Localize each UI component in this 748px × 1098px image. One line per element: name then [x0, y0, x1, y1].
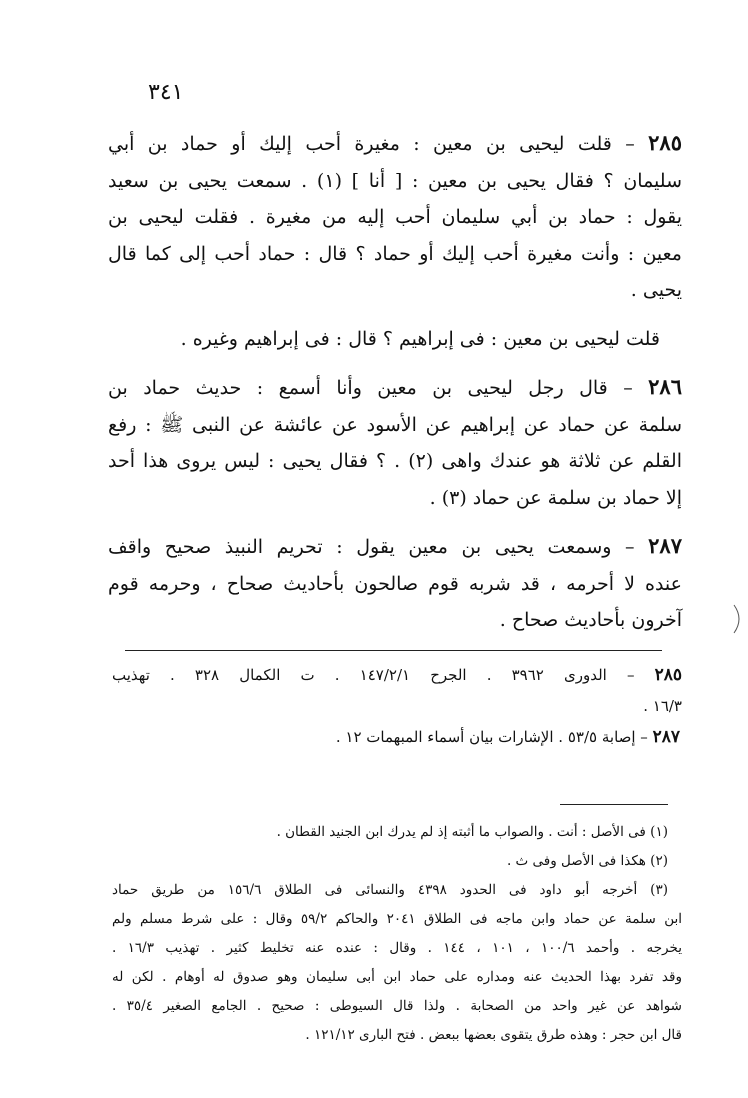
reference-line: ١٦/٣ . — [643, 697, 682, 715]
footnote-line: يخرجه . وأحمد ١٠٠/٦ ، ١٠١ ، ١٤٤ . وقال : عنده عنه تخليط كثير . تهذيب ١٦/٣ . — [112, 940, 682, 956]
main-text — [108, 125, 682, 639]
entry-287 — [108, 528, 682, 639]
footnote-line: قال ابن حجر : وهذه طرق يتقوى بعضها ببعض . فتح البارى ١٢١/١٢ . — [305, 1027, 682, 1043]
reference-number: ٢٨٥ — [654, 665, 682, 685]
text-line: سلمة عن حماد عن إبراهيم عن الأسود عن عائشة عن النبى ﷺ : رفع — [108, 413, 682, 436]
references-divider — [125, 650, 662, 651]
text-line: آخرون بأحاديث صحاح . — [499, 609, 682, 631]
page-number: ٣٤١ — [148, 80, 184, 105]
text-line: يحيى . — [630, 279, 682, 301]
entry-286 — [108, 369, 682, 516]
entry-number: ٢٨٥ — [648, 130, 682, 155]
entry-number: ٢٨٦ — [648, 374, 682, 399]
footnote-line: (١) فى الأصل : أنت . والصواب ما أثبته إذ لم يدرك ابن الجنيد القطان . — [276, 824, 668, 840]
text-line: ٢٨٦ – قال رجل ليحيى بن معين وأنا أسمع : حديث حماد بن — [108, 374, 682, 399]
reference-line: ٢٨٥ – الدورى ٣٩٦٢ . الجرح ١٤٧/٢/١ . ت الكمال ٣٢٨ . تهذيب — [112, 665, 682, 685]
footnotes-block — [112, 818, 682, 1050]
footnote-line: (٢) هكذا فى الأصل وفى ث . — [506, 853, 668, 869]
reference-line: ٢٨٧ – إصابة ٥٣/٥ . الإشارات بيان أسماء المبهمات ١٢ . — [335, 727, 680, 747]
text-line: سليمان ؟ فقال يحيى بن معين : [ أنا ] (١) . سمعت يحيى بن سعيد — [108, 169, 682, 192]
entry-number: ٢٨٧ — [648, 533, 682, 558]
entry-285 — [108, 125, 682, 309]
text-line: ٢٨٧ – وسمعت يحيى بن معين يقول : تحريم النبيذ صحيح واقف — [108, 533, 682, 558]
text-line: عنده لا أحرمه ، قد شربه قوم صالحون بأحاديث صحاح ، وحرمه قوم — [108, 572, 682, 595]
footnote-line: (٣) أخرجه أبو داود فى الحدود ٤٣٩٨ والنسائى فى الطلاق ١٥٦/٦ من طريق حماد — [112, 882, 668, 898]
text-line: معين : وأنت مغيرة أحب إليك أو حماد ؟ قال : حماد أحب إلى كما قال — [108, 242, 682, 265]
footnotes-divider — [560, 804, 668, 805]
footnote-line: وقد تفرد بهذا الحديث عنه ومداره على حماد ابن أبى سليمان وهو صدوق له أوهام . لكن له — [112, 969, 682, 985]
entry-question — [108, 321, 682, 358]
footnote-line: ابن سلمة عن حماد وابن ماجه فى الطلاق ٢٠٤١ والحاكم ٥٩/٢ وقال : على شرط مسلم ولم — [112, 911, 682, 927]
text-line: القلم عن ثلاثة هو عندك واهى (٢) . ؟ فقال يحيى : ليس يروى هذا أحد — [108, 450, 682, 472]
footnote-line: شواهد عن غير واحد من الصحابة . ولذا قال السيوطى : صحيح . الجامع الصغير ٣٥/٤ . — [112, 998, 682, 1014]
references-block — [112, 660, 682, 753]
page-edge-mark — [732, 603, 746, 635]
text-line: قلت ليحيى بن معين : فى إبراهيم ؟ قال : فى إبراهيم وغيره . — [180, 327, 660, 350]
text-line: ٢٨٥ – قلت ليحيى بن معين : مغيرة أحب إليك أو حماد بن أبي — [108, 130, 682, 155]
text-line: يقول : حماد بن أبي سليمان أحب إليه من مغيرة . فقلت ليحيى بن — [108, 206, 682, 228]
reference-number: ٢٨٧ — [652, 727, 680, 747]
text-line: إلا حماد بن سلمة عن حماد (٣) . — [429, 486, 682, 509]
